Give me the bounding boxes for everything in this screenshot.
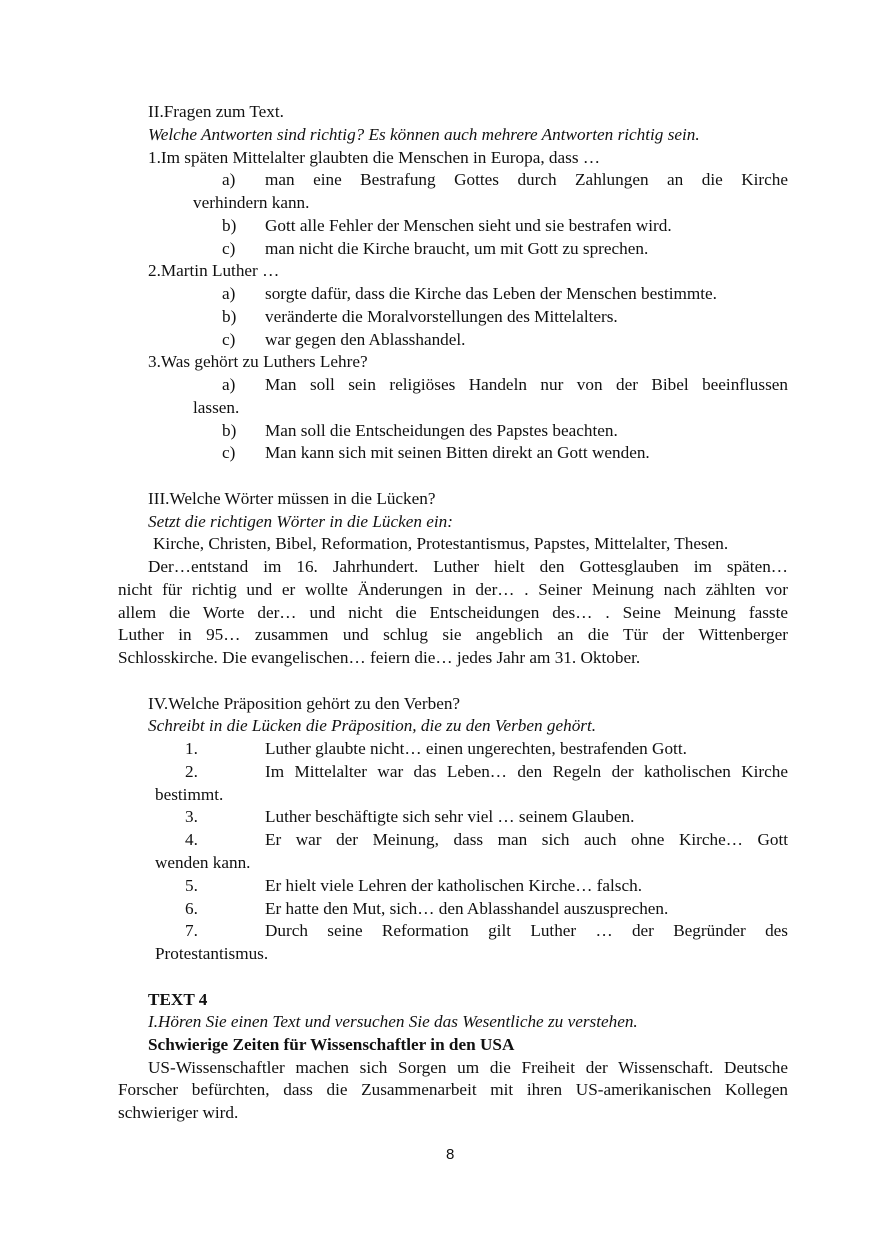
item-3-number: 3.	[185, 807, 198, 826]
question-1-option-b-letter: b)	[222, 216, 237, 235]
item-1-text: Luther glaubte nicht… einen ungerechten, bestrafenden Gott.	[265, 739, 687, 758]
section4-heading: IV.Welche Präposition gehört zu den Verben?	[148, 694, 461, 713]
question-2-option-c-letter: c)	[222, 330, 236, 349]
question-1-option-c-letter: c)	[222, 239, 236, 258]
text4-line-2: Forscher befürchten, dass die Zusammenarbeit mit ihren US-amerikanischen Kollegen	[118, 1080, 788, 1099]
question-3-option-b-letter: b)	[222, 421, 237, 440]
question-1-stem: 1.Im späten Mittelalter glaubten die Menschen in Europa, dass …	[148, 148, 601, 167]
question-3-option-a-cont: lassen.	[193, 398, 240, 417]
question-1-option-a-letter: a)	[222, 170, 236, 189]
item-2-number: 2.	[185, 762, 198, 781]
text4-label: TEXT 4	[148, 990, 208, 1009]
item-3-text: Luther beschäftigte sich sehr viel … seinem Glauben.	[265, 807, 635, 826]
item-2-cont: bestimmt.	[155, 785, 224, 804]
question-3-stem: 3.Was gehört zu Luthers Lehre?	[148, 352, 368, 371]
question-2-option-b-text: veränderte die Moralvorstellungen des Mittelalters.	[265, 307, 618, 326]
item-4-text: Er war der Meinung, dass man sich auch ohne Kirche… Gott	[265, 830, 788, 849]
text4-line-1: US-Wissenschaftler machen sich Sorgen um die Freiheit der Wissenschaft. Deutsche	[148, 1058, 788, 1077]
word-bank: Kirche, Christen, Bibel, Reformation, Protestantismus, Papstes, Mittelalter, Thesen.	[153, 534, 729, 553]
gap-text-line-2: nicht für richtig und er wollte Änderungen in der… . Seiner Meinung nach zählten vor	[118, 580, 788, 599]
item-5-text: Er hielt viele Lehren der katholischen Kirche… falsch.	[265, 876, 643, 895]
item-1-number: 1.	[185, 739, 198, 758]
section3-instruction: Setzt die richtigen Wörter in die Lücken ein:	[148, 512, 454, 531]
item-4-cont: wenden kann.	[155, 853, 251, 872]
question-2-option-a-text: sorgte dafür, dass die Kirche das Leben der Menschen bestimmte.	[265, 284, 717, 303]
question-3-option-b-text: Man soll die Entscheidungen des Papstes beachten.	[265, 421, 618, 440]
item-2-text: Im Mittelalter war das Leben… den Regeln der katholischen Kirche	[265, 762, 788, 781]
question-2-option-b-letter: b)	[222, 307, 237, 326]
item-4-number: 4.	[185, 830, 198, 849]
section3-heading: III.Welche Wörter müssen in die Lücken?	[148, 489, 436, 508]
section2-instruction: Welche Antworten sind richtig? Es können auch mehrere Antworten richtig sein.	[148, 125, 700, 144]
item-7-cont: Protestantismus.	[155, 944, 269, 963]
item-6-text: Er hatte den Mut, sich… den Ablasshandel auszusprechen.	[265, 899, 669, 918]
question-1-option-c-text: man nicht die Kirche braucht, um mit Gott zu sprechen.	[265, 239, 649, 258]
item-6-number: 6.	[185, 899, 198, 918]
item-5-number: 5.	[185, 876, 198, 895]
question-3-option-c-letter: c)	[222, 443, 236, 462]
text4-title: Schwierige Zeiten für Wissenschaftler in den USA	[148, 1035, 515, 1054]
question-1-option-a-cont: verhindern kann.	[193, 193, 310, 212]
text4-line-3: schwieriger wird.	[118, 1103, 239, 1122]
question-3-option-a-text: Man soll sein religiöses Handeln nur von der Bibel beeinflussen	[265, 375, 788, 394]
item-7-number: 7.	[185, 921, 198, 940]
gap-text-line-1: Der…entstand im 16. Jahrhundert. Luther hielt den Gottesglauben im späten…	[148, 557, 788, 576]
question-1-option-a-text: man eine Bestrafung Gottes durch Zahlungen an die Kirche	[265, 170, 788, 189]
item-7-text: Durch seine Reformation gilt Luther … der Begründer des	[265, 921, 788, 940]
question-3-option-a-letter: a)	[222, 375, 236, 394]
question-3-option-c-text: Man kann sich mit seinen Bitten direkt an Gott wenden.	[265, 443, 650, 462]
question-1-option-b-text: Gott alle Fehler der Menschen sieht und sie bestrafen wird.	[265, 216, 672, 235]
section2-heading: II.Fragen zum Text.	[148, 102, 284, 121]
section4-instruction: Schreibt in die Lücken die Präposition, die zu den Verben gehört.	[148, 716, 597, 735]
text4-instruction: I.Hören Sie einen Text und versuchen Sie das Wesentliche zu verstehen.	[148, 1012, 638, 1031]
gap-text-line-5: Schlosskirche. Die evangelischen… feiern die… jedes Jahr am 31. Oktober.	[118, 648, 641, 667]
gap-text-line-4: Luther in 95… zusammen und schlug sie angeblich an die Tür der Wittenberger	[118, 625, 788, 644]
question-2-option-c-text: war gegen den Ablasshandel.	[265, 330, 466, 349]
gap-text-line-3: allem die Worte der… und nicht die Entscheidungen des… . Seine Meinung fasste	[118, 603, 788, 622]
page-number: 8	[446, 1146, 455, 1163]
question-2-option-a-letter: a)	[222, 284, 236, 303]
question-2-stem: 2.Martin Luther …	[148, 261, 280, 280]
